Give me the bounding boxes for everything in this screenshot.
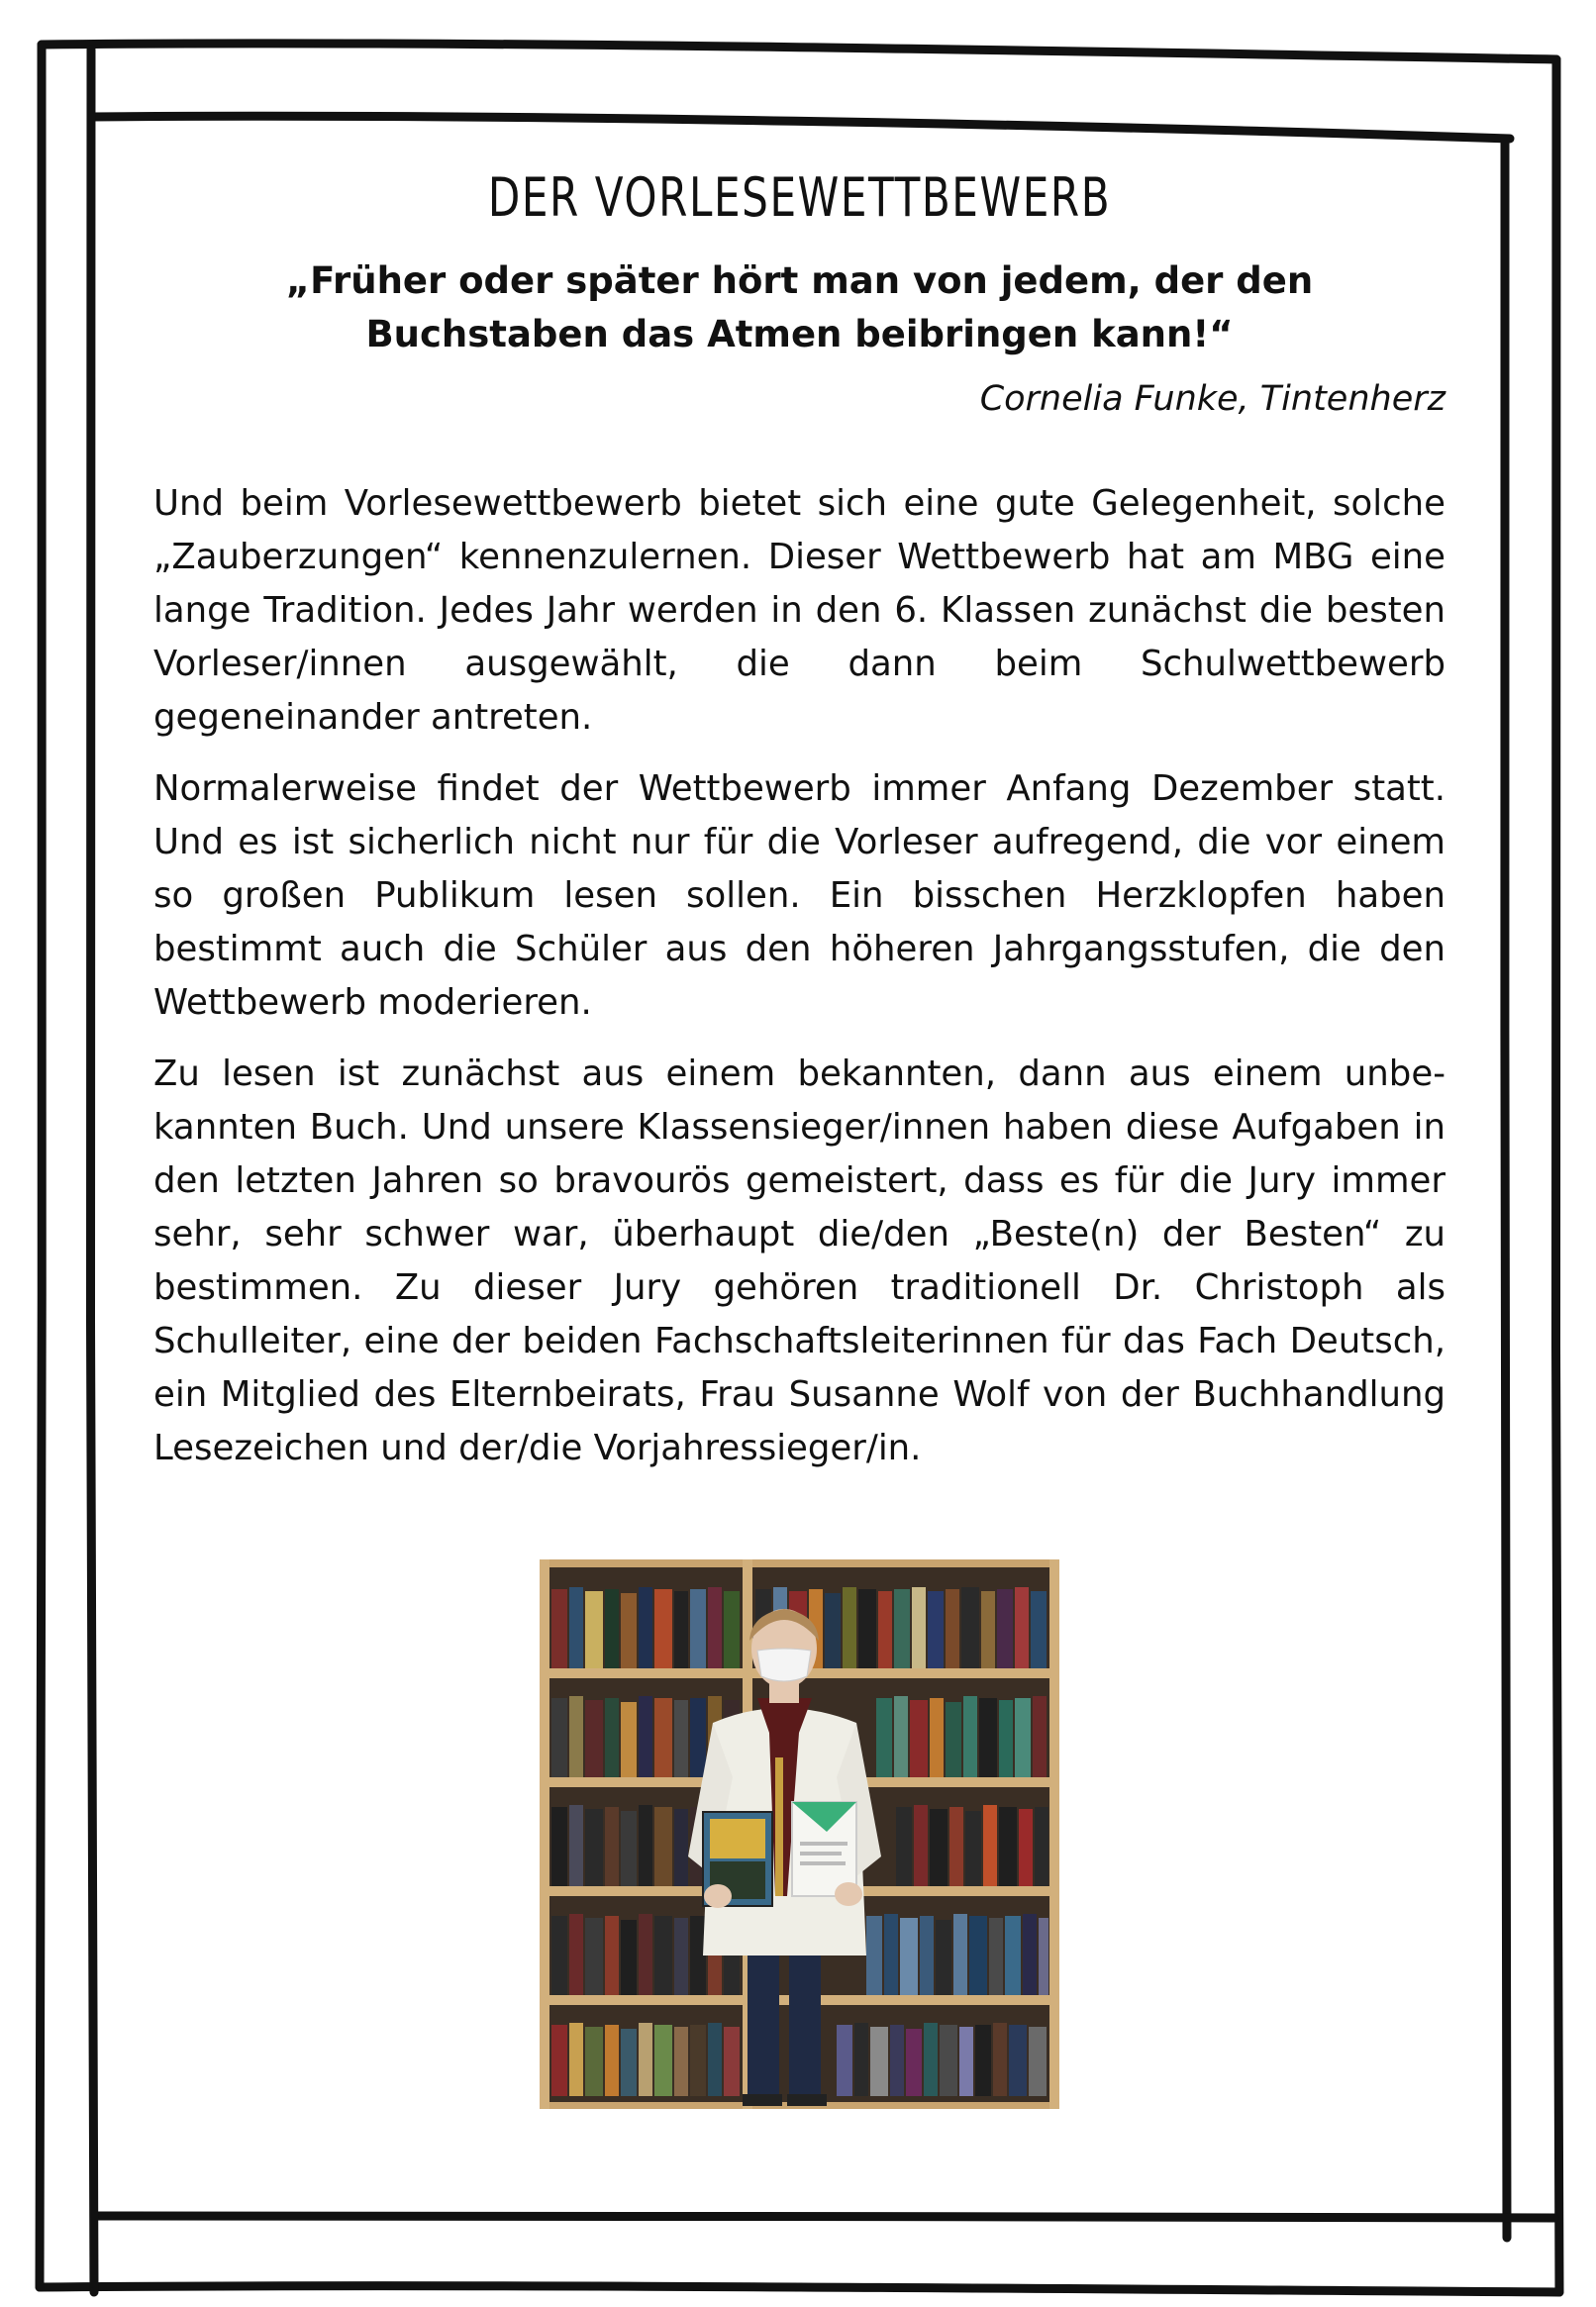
student-photo xyxy=(540,1559,1059,2109)
article xyxy=(153,168,1446,1493)
article-body xyxy=(153,477,1446,1475)
quote-source: Cornelia Funke, Tintenherz xyxy=(979,378,1446,419)
quote: „Früher oder später hört man von jedem, der den Buchstaben das Atmen beibringen kann!“ xyxy=(285,259,1314,356)
paragraph-2: Normalerweise findet der Wettbewerb immer Anfang Dezember statt. Und es ist sicherlich nicht nur für die Vorleser aufregend, die vor einem so großen Publikum lesen sollen. Ein bisschen Herzklopfen haben bestimmt auch die Schüler aus den höheren Jahrgangsstufen, die den Wettbewerb moderieren. xyxy=(153,767,1446,1023)
bookshelf-photo-illustration xyxy=(540,1559,1059,2109)
article-title: DER VORLESEWETTBEWERB xyxy=(487,166,1112,229)
paragraph-3: Zu lesen ist zunächst aus einem bekannten, dann aus einem unbekannten Buch. Und unsere Klassensieger/innen haben diese Aufgaben in den letzten Jahren so bravourös gemeistert, dass es für die Jury immer sehr, sehr schwer war, überhaupt die/den „Beste(n) der Besten“ zu bestimmen. Zu dieser Jury gehören traditionell Dr. Christoph als Schulleiter, eine der beiden Fachschaftsleiterinnen für das Fach Deutsch, ein Mitglied des Elternbeirats, Frau Susanne Wolf von der Buchhandlung Lesezeichen und der/die Vorjahressieger/in. xyxy=(153,1053,1446,1468)
paragraph-1: Und beim Vorlesewettbewerb bietet sich eine gute Gelegenheit, solche „Zauberzungen“ kennenzulernen. Dieser Wettbewerb hat am MBG eine lange Tradition. Jedes Jahr werden in den 6. Klassen zunächst die besten Vorleser/innen ausgewählt, die dann beim Schulwettbewerb gegeneinander antreten. xyxy=(153,482,1446,738)
